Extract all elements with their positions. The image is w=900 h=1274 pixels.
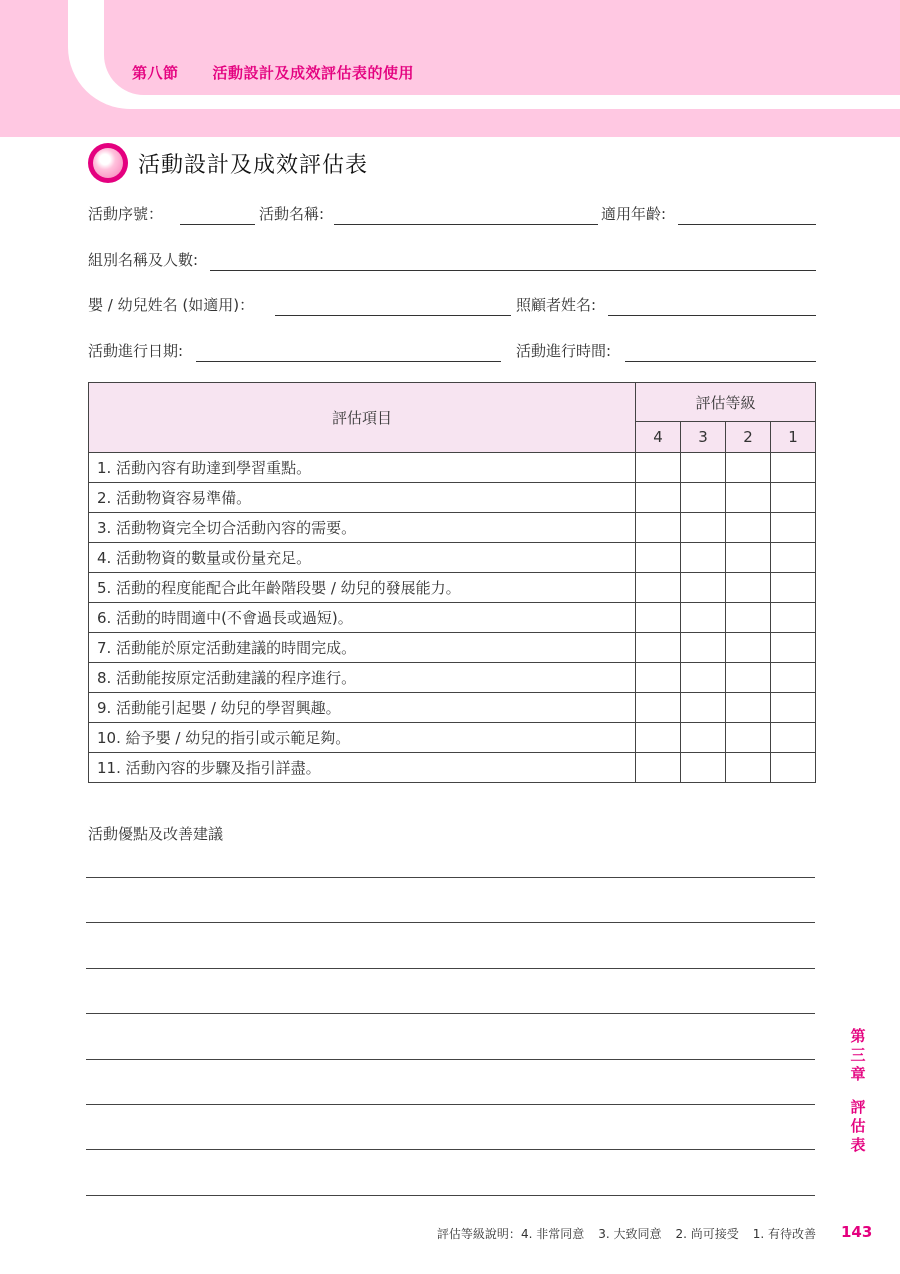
rating-cell-1[interactable] bbox=[771, 633, 816, 663]
table-row bbox=[89, 633, 816, 663]
date-field[interactable] bbox=[196, 361, 501, 362]
field-row-4 bbox=[88, 340, 816, 366]
form-title-block bbox=[88, 141, 368, 185]
rating-legend bbox=[437, 1225, 816, 1242]
writing-line[interactable] bbox=[86, 968, 815, 969]
child-name-field[interactable] bbox=[275, 315, 511, 316]
rating-cell-3[interactable] bbox=[681, 753, 726, 783]
field-row-3 bbox=[88, 294, 816, 320]
header-banner bbox=[0, 0, 900, 137]
rating-cell-2[interactable] bbox=[726, 513, 771, 543]
rating-cell-4[interactable] bbox=[636, 543, 681, 573]
evaluation-item-text: 4. 活動物資的數量或份量充足。 bbox=[89, 543, 636, 573]
evaluation-table-body bbox=[89, 453, 816, 783]
table-row bbox=[89, 543, 816, 573]
activity-name-field[interactable] bbox=[334, 224, 598, 225]
rating-cell-2[interactable] bbox=[726, 753, 771, 783]
age-label: 適用年齡: bbox=[601, 205, 667, 223]
section-title bbox=[132, 62, 414, 83]
rating-cell-2[interactable] bbox=[726, 573, 771, 603]
writing-line[interactable] bbox=[86, 1059, 815, 1060]
evaluation-item-text: 6. 活動的時間適中(不會過長或過短)。 bbox=[89, 603, 636, 633]
rating-cell-4[interactable] bbox=[636, 573, 681, 603]
evaluation-item-text: 9. 活動能引起嬰 / 幼兒的學習興趣。 bbox=[89, 693, 636, 723]
activity-no-label: 活動序號： bbox=[88, 205, 164, 223]
table-row bbox=[89, 513, 816, 543]
rating-cell-3[interactable] bbox=[681, 483, 726, 513]
page-number: 143 bbox=[841, 1223, 873, 1241]
table-row bbox=[89, 483, 816, 513]
pink-orb-icon bbox=[88, 143, 128, 183]
table-row bbox=[89, 663, 816, 693]
rating-cell-3[interactable] bbox=[681, 663, 726, 693]
rating-cell-1[interactable] bbox=[771, 453, 816, 483]
rating-cell-1[interactable] bbox=[771, 723, 816, 753]
rating-cell-3[interactable] bbox=[681, 513, 726, 543]
carer-name-label: 照顧者姓名: bbox=[516, 296, 597, 314]
rating-cell-3[interactable] bbox=[681, 543, 726, 573]
carer-name-field[interactable] bbox=[608, 315, 816, 316]
evaluation-item-text: 10. 給予嬰 / 幼兒的指引或示範足夠。 bbox=[89, 723, 636, 753]
rating-cell-3[interactable] bbox=[681, 633, 726, 663]
table-row bbox=[89, 723, 816, 753]
legend-item: 3. 大致同意 bbox=[598, 1227, 662, 1241]
rating-cell-1[interactable] bbox=[771, 573, 816, 603]
rating-cell-4[interactable] bbox=[636, 723, 681, 753]
child-name-label: 嬰 / 幼兒姓名 (如適用)： bbox=[88, 296, 255, 314]
writing-line[interactable] bbox=[86, 922, 815, 923]
rating-cell-4[interactable] bbox=[636, 453, 681, 483]
rating-cell-2[interactable] bbox=[726, 633, 771, 663]
evaluation-item-text: 7. 活動能於原定活動建議的時間完成。 bbox=[89, 633, 636, 663]
rating-level-1: 1 bbox=[771, 422, 816, 453]
rating-cell-3[interactable] bbox=[681, 723, 726, 753]
rating-cell-4[interactable] bbox=[636, 513, 681, 543]
rating-cell-2[interactable] bbox=[726, 543, 771, 573]
topic-char: 估 bbox=[850, 1117, 866, 1135]
rating-cell-1[interactable] bbox=[771, 483, 816, 513]
rating-cell-1[interactable] bbox=[771, 543, 816, 573]
age-field[interactable] bbox=[678, 224, 816, 225]
rating-level-3: 3 bbox=[681, 422, 726, 453]
chapter-side-tab bbox=[846, 1027, 870, 1155]
rating-cell-4[interactable] bbox=[636, 483, 681, 513]
rating-cell-4[interactable] bbox=[636, 663, 681, 693]
rating-cell-2[interactable] bbox=[726, 663, 771, 693]
evaluation-item-text: 5. 活動的程度能配合此年齡階段嬰 / 幼兒的發展能力。 bbox=[89, 573, 636, 603]
rating-cell-4[interactable] bbox=[636, 753, 681, 783]
rating-level-2: 2 bbox=[726, 422, 771, 453]
rating-cell-1[interactable] bbox=[771, 513, 816, 543]
table-row bbox=[89, 753, 816, 783]
legend-label: 評估等級說明： bbox=[436, 1227, 521, 1241]
rating-cell-4[interactable] bbox=[636, 633, 681, 663]
group-label: 組別名稱及人數: bbox=[88, 251, 199, 269]
legend-item: 4. 非常同意 bbox=[520, 1227, 585, 1241]
evaluation-item-text: 8. 活動能按原定活動建議的程序進行。 bbox=[89, 663, 636, 693]
activity-no-field[interactable] bbox=[180, 224, 255, 225]
rating-level-4: 4 bbox=[636, 422, 681, 453]
time-label: 活動進行時間: bbox=[516, 342, 612, 360]
rating-cell-3[interactable] bbox=[681, 693, 726, 723]
rating-cell-1[interactable] bbox=[771, 753, 816, 783]
field-row-2 bbox=[88, 249, 816, 275]
table-row bbox=[89, 603, 816, 633]
legend-item: 1. 有待改善 bbox=[752, 1227, 816, 1241]
rating-cell-2[interactable] bbox=[726, 453, 771, 483]
item-column-header: 評估項目 bbox=[89, 383, 636, 453]
activity-name-label: 活動名稱: bbox=[259, 205, 325, 223]
field-row-1 bbox=[88, 203, 816, 229]
evaluation-item-text: 2. 活動物資容易準備。 bbox=[89, 483, 636, 513]
rating-cell-2[interactable] bbox=[726, 603, 771, 633]
evaluation-item-text: 3. 活動物資完全切合活動內容的需要。 bbox=[89, 513, 636, 543]
writing-line[interactable] bbox=[86, 1104, 815, 1105]
improvement-label: 活動優點及改善建議 bbox=[88, 825, 224, 843]
legend-item: 2. 尚可接受 bbox=[675, 1227, 739, 1241]
rating-cell-3[interactable] bbox=[681, 603, 726, 633]
evaluation-item-text: 11. 活動內容的步驟及指引詳盡。 bbox=[89, 753, 636, 783]
topic-char: 表 bbox=[850, 1136, 866, 1154]
chapter-char: 三 bbox=[850, 1046, 866, 1064]
rating-cell-1[interactable] bbox=[771, 663, 816, 693]
writing-line[interactable] bbox=[86, 877, 815, 878]
table-row bbox=[89, 453, 816, 483]
form-title: 活動設計及成效評估表 bbox=[138, 152, 369, 178]
evaluation-item-text: 1. 活動內容有助達到學習重點。 bbox=[89, 453, 636, 483]
time-field[interactable] bbox=[625, 361, 816, 362]
rating-cell-3[interactable] bbox=[681, 453, 726, 483]
date-label: 活動進行日期: bbox=[88, 342, 184, 360]
evaluation-table bbox=[88, 382, 816, 783]
table-row bbox=[89, 693, 816, 723]
rating-cell-2[interactable] bbox=[726, 693, 771, 723]
rating-cell-4[interactable] bbox=[636, 603, 681, 633]
rating-cell-2[interactable] bbox=[726, 483, 771, 513]
rating-cell-1[interactable] bbox=[771, 603, 816, 633]
chapter-char: 第 bbox=[850, 1027, 866, 1045]
topic-char: 評 bbox=[850, 1098, 866, 1116]
rating-cell-4[interactable] bbox=[636, 693, 681, 723]
rating-cell-1[interactable] bbox=[771, 693, 816, 723]
group-field[interactable] bbox=[210, 270, 816, 271]
writing-line[interactable] bbox=[86, 1195, 815, 1196]
section-number: 第八節 bbox=[132, 64, 179, 82]
rating-cell-2[interactable] bbox=[726, 723, 771, 753]
table-row bbox=[89, 573, 816, 603]
writing-line[interactable] bbox=[86, 1149, 815, 1150]
rating-cell-3[interactable] bbox=[681, 573, 726, 603]
rating-column-header: 評估等級 bbox=[636, 383, 816, 422]
chapter-char: 章 bbox=[850, 1065, 866, 1083]
section-heading: 活動設計及成效評估表的使用 bbox=[212, 64, 415, 82]
writing-line[interactable] bbox=[86, 1013, 815, 1014]
